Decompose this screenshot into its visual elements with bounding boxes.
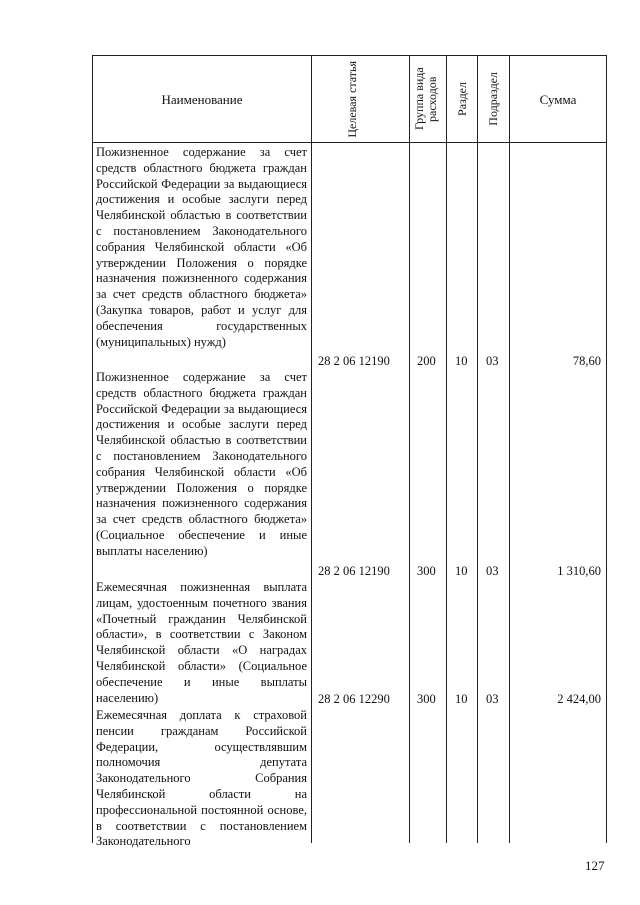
row-2-subsection: 03 [486, 564, 499, 578]
col-divider-3 [446, 55, 447, 843]
header-amount: Сумма [539, 91, 577, 107]
table-left-border [92, 55, 93, 843]
col-divider-4 [477, 55, 478, 843]
header-section: Раздел [454, 82, 469, 116]
header-name-cell [93, 56, 311, 142]
table-right-border [606, 55, 607, 843]
row-3-subsection: 03 [486, 692, 499, 706]
row-1-subsection: 03 [486, 354, 499, 368]
row-2-section: 10 [455, 564, 468, 578]
row-3-group: 300 [417, 692, 436, 706]
header-target-article: Целевая статья [344, 60, 359, 138]
row-3-name: Ежемесячная пожизненная выплата лицам, удостоенным почетного звания «Почетный гражданин Челябинской области», в соответствии с Законом Челябинской области «О наградах Челябинской области» (Социальное обеспечение и иные выплаты населению) [96, 580, 307, 705]
row-3-section: 10 [455, 692, 468, 706]
row-2-amount: 1 310,60 [557, 564, 601, 578]
header-group-cell [410, 56, 446, 142]
row-4-name: Ежемесячная доплата к страховой пенсии гражданам Российской Федерации, осуществлявшим полномочия депутата Законодательного Собрания Челябинской области на профессиональной постоянной основе, в соответствии с постановлением Законодательного [96, 708, 307, 849]
header-bottom-border [92, 142, 607, 143]
header-article-cell [312, 56, 409, 142]
page-number: 127 [585, 858, 605, 873]
row-3-amount: 2 424,00 [557, 692, 601, 706]
header-amount-cell [510, 56, 606, 142]
row-1-name: Пожизненное содержание за счет средств областного бюджета граждан Российской Федерации за выдающиеся достижения и особые заслуги перед Челябинской областью в соответствии с постановлением Законодательного собрания Челябинской области «Об утверждении Положения о порядке назначения пожизненного содержания за счет средств областного бюджета» (Закупка товаров, работ и услуг для обеспечения государственных (муниципальных) нужд) [96, 145, 307, 349]
row-1-article: 28 2 06 12190 [318, 354, 390, 368]
col-divider-1 [311, 55, 312, 843]
row-1-section: 10 [455, 354, 468, 368]
row-1-amount: 78,60 [572, 354, 601, 368]
header-name: Наименование [161, 91, 243, 107]
header-subsection: Подраздел [486, 72, 500, 126]
row-1-group: 200 [417, 354, 436, 368]
header-subsection-cell [478, 56, 509, 142]
row-3-article: 28 2 06 12290 [318, 692, 390, 706]
row-2-name: Пожизненное содержание за счет средств областного бюджета граждан Российской Федерации за выдающиеся достижения и особые заслуги перед Челябинской областью в соответствии с постановлением Законодательного собрания Челябинской области «Об утверждении Положения о порядке назначения пожизненного содержания за счет средств областного бюджета» (Социальное обеспечение и иные выплаты населению) [96, 370, 307, 558]
header-section-cell [447, 56, 477, 142]
col-divider-5 [509, 55, 510, 843]
row-2-article: 28 2 06 12190 [318, 564, 390, 578]
row-2-group: 300 [417, 564, 436, 578]
header-expense-group: Группа вида расходов [412, 67, 439, 131]
col-divider-2 [409, 55, 410, 843]
